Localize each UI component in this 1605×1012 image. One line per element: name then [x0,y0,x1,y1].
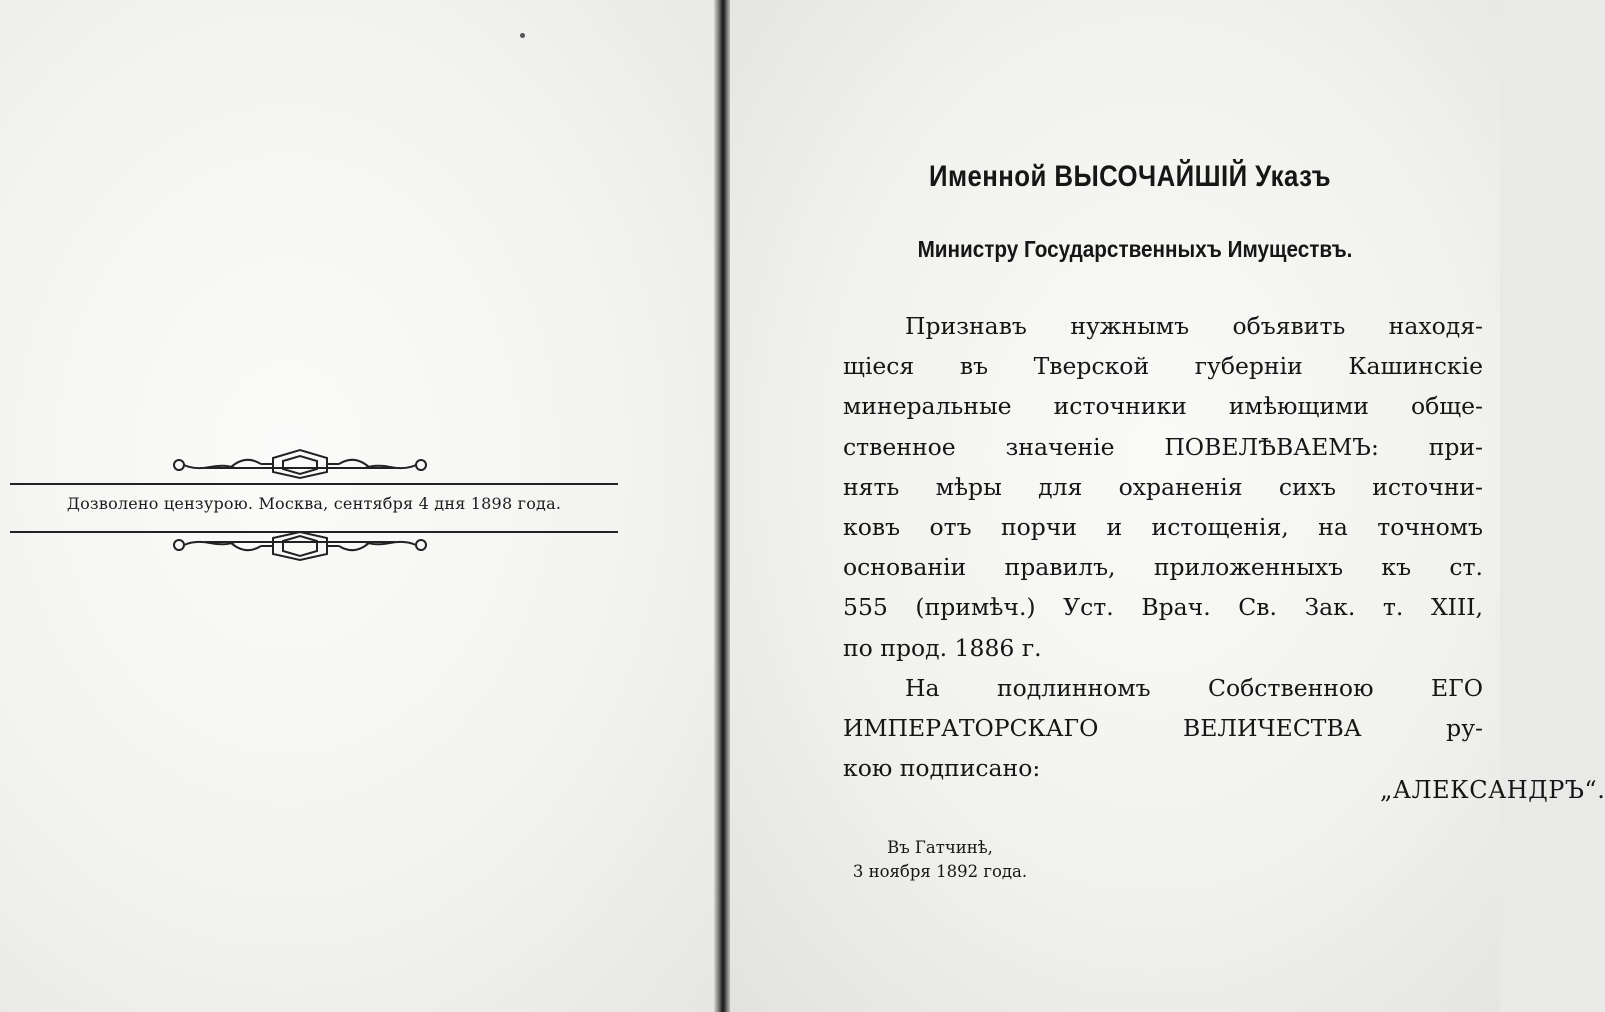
body-line: основаніи правилъ, приложенныхъ къ ст. [843,553,1483,582]
body-line: 555 (примѣч.) Уст. Врач. Св. Зак. т. XIII, [843,593,1483,622]
body-line: ковъ отъ порчи и истощенія, на точномъ [843,512,1483,541]
place: Въ Гатчинѣ, [887,838,993,857]
body-line: Признавъ нужнымъ объявить находя- [905,312,1483,340]
signature: „АЛЕКСАНДРЪ“. [1380,776,1605,804]
censor-block [10,446,618,562]
ornament-bottom [165,532,435,562]
body-line: минеральные источники имѣющими обще- [843,392,1483,421]
decree-title: Именной ВЫСОЧАЙШІЙ Указъ [929,160,1331,193]
body-line: щіеся въ Тверской губерніи Кашинскіе [843,352,1483,381]
ink-speck [520,33,525,38]
place-date [840,836,1040,884]
body-line: по прод. 1886 г. [843,633,1042,662]
left-page [0,0,718,1012]
body-line: ИМПЕРАТОРСКАГО ВЕЛИЧЕСТВА ру- [843,713,1483,742]
body-line: кою подписано: [843,754,1041,783]
body-line: ственное значеніе ПОВЕЛѢВАЕМЪ: при- [843,432,1483,461]
right-page [730,0,1605,1012]
rule-top [10,483,618,485]
body-line: нять мѣры для охраненія сихъ источни- [843,472,1483,501]
body-line: На подлинномъ Собственною ЕГО [905,673,1483,702]
censor-note: Дозволено цензурою. Москва, сентября 4 дня 1898 года. [66,494,562,513]
date: 3 ноября 1892 года. [852,862,1028,881]
ornament-top [165,448,435,478]
decree-addressee: Министру Государственныхъ Имуществъ. [917,236,1353,262]
decree-body [843,306,1483,788]
